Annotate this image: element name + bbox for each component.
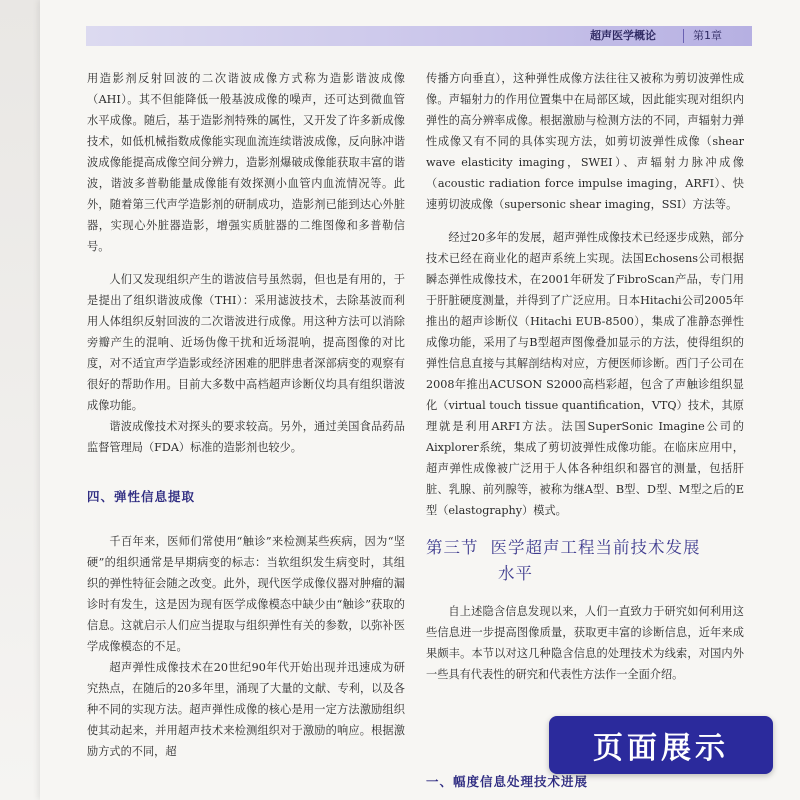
chapter-section-title-cont: 水平 — [498, 564, 533, 583]
chapter-section-number: 第三节 — [426, 538, 479, 557]
paragraph: 传播方向垂直），这种弹性成像方法往往又被称为剪切波弹性成像。声辐射力的作用位置集中在局部区域，因此能实现对组织内弹性的高分辨率成像。根据激励与检测方法的不同，声辐射力弹性成像又有不同的具体实现方法，如剪切波弹性成像（shear wave elasticity imaging，SWEI）、声辐射力脉冲成像（acoustic radiation force impulse imaging，ARFI）、快速剪切波成像（supersonic shear imaging，SSI）方法等。 — [426, 72, 744, 211]
page-preview-badge — [549, 716, 773, 774]
section-heading: 四、弹性信息提取 — [87, 489, 196, 504]
paragraph: 自上述隐含信息发现以来，人们一直致力于研究如何利用这些信息进一步提高图像质量，获取更丰富的诊断信息，近年来成果颇丰。本节以对这几种隐含信息的处理技术为线索，对国内外一些具有代表性的研究和代表性方法作一全面介绍。 — [426, 605, 744, 681]
paragraph: 谐波成像技术对探头的要求较高。另外，通过美国食品药品监督管理局（FDA）标准的造影剂也较少。 — [87, 420, 405, 454]
paragraph: 经过20多年的发展，超声弹性成像技术已经逐步成熟，部分技术已经在商业化的超声系统上实现。法国Echosens公司根据瞬态弹性成像技术，在2001年研发了FibroScan产品，专门用于肝脏硬度测量，并得到了广泛应用。日本Hitachi公司2005年推出的超声诊断仪（Hitachi EUB-8500），集成了准静态弹性成像功能，采用了与B型超声图像叠加显示的方法，使得组织的弹性信息直接与其解剖结构对应，方便医师诊断。西门子公司在2008年推出ACUSON S2000高档彩超，包含了声触诊组织显化（virtual touch tissue quantification，VTQ）技术，其原理就是利用ARFI方法。法国SuperSonic Imagine公司的Aixplorer系统，集成了剪切波弹性成像功能。在临床应用中，超声弹性成像被广泛用于人体各种组织和器官的测量，包括肝脏、乳腺、前列腺等，被称为继A型、B型、D型、M型之后的E型（elastography）模式。 — [426, 231, 744, 517]
paragraph: 千百年来，医师们常使用“触诊”来检测某些疾病，因为“坚硬”的组织通常是早期病变的标志：当软组织发生病变时，其组织的弹性特征会随之改变。此外，现代医学成像仪器对肿瘤的漏诊时有发生，这是因为现有医学成像模态中缺少由“触诊”获取的信息。这就启示人们应当提取与组织弹性有关的参数，以弥补医学成像模态的不足。 — [87, 535, 405, 653]
right-column — [426, 68, 744, 685]
running-header-chapter: 第1章 — [693, 29, 722, 42]
running-header-title: 超声医学概论 — [590, 29, 656, 42]
paragraph: 超声弹性成像技术在20世纪90年代开始出现并迅速成为研究热点，在随后的20多年里，涌现了大量的文献、专利，以及各种不同的实现方法。超声弹性成像的核心是用一定方法激励组织使其动起来，并用超声技术来检测组织对于激励的响应。根据激励方式的不同，超 — [87, 661, 405, 758]
paragraph: 用造影剂反射回波的二次谐波成像方式称为造影谐波成像（AHI）。其不但能降低一般基波成像的噪声，还可达到微血管水平成像。随后，基于造影剂特殊的属性，又开发了许多新成像技术，如低机械指数成像能实现血流连续谐波成像，反向脉冲谐波成像能提高成像空间分辨力，造影剂爆破成像能获取丰富的谐波，谐波多普勒能量成像能有效探测小血管内血流情况等。此外，随着第三代声学造影剂的研制成功，造影剂已能到达心外脏器，实现心外脏器造影，增强实质脏器的二维图像和多普勒信号。 — [87, 72, 405, 253]
paragraph: 人们又发现组织产生的谐波信号虽然弱，但也是有用的，于是提出了组织谐波成像（THI）：采用滤波技术，去除基波而利用人体组织反射回波的二次谐波进行成像。用这种方法可以消除旁瓣产生的混响、近场伪像干扰和近场混响，提高图像的对比度，对不适宜声学造影或经济困难的肥胖患者深部病变的观察有很好的帮助作用。目前大多数中高档超声诊断仪均具有组织谐波成像功能。 — [87, 273, 405, 412]
running-header-divider — [683, 29, 684, 43]
chapter-section-heading — [426, 535, 744, 587]
page-preview-badge-label: 页面展示 — [593, 731, 729, 766]
subsection-heading: 一、幅度信息处理技术进展 — [426, 774, 589, 789]
left-column — [87, 68, 405, 762]
chapter-section-title: 医学超声工程当前技术发展 — [490, 538, 701, 557]
